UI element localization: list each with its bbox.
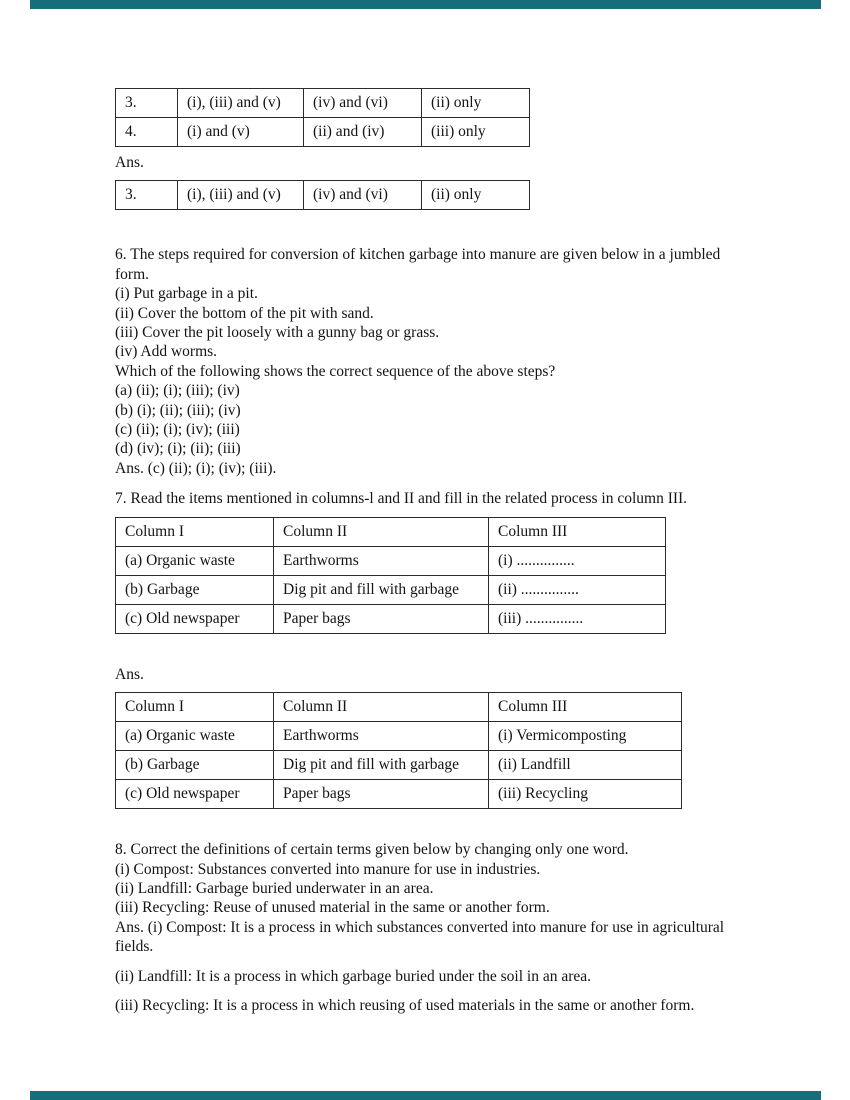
table-cell: (iv) and (vi) bbox=[304, 181, 422, 210]
table-cell: (iii) ............... bbox=[489, 604, 666, 633]
q6-intro: 6. The steps required for conversion of kitchen garbage into manure are given below in a jumbled form. bbox=[115, 246, 721, 283]
table-cell: (i) and (v) bbox=[178, 118, 304, 147]
ans-label: Ans. bbox=[115, 154, 144, 171]
table-cell: (i) ............... bbox=[489, 546, 666, 575]
ans-label: Ans. bbox=[115, 665, 144, 683]
q6-step: (ii) Cover the bottom of the pit with sand. bbox=[115, 304, 374, 322]
table-cell: 4. bbox=[116, 118, 178, 147]
table-row bbox=[116, 722, 682, 751]
q6-option: (a) (ii); (i); (iii); (iv) bbox=[115, 382, 240, 400]
page-bottom-border bbox=[30, 1091, 821, 1100]
q8-item: (i) Compost: Substances converted into manure for use in industries. bbox=[115, 860, 541, 878]
table-row bbox=[116, 575, 666, 604]
q8-answer: (iii) Recycling: It is a process in which reusing of used materials in the same or another form. bbox=[115, 996, 695, 1014]
table-header-row bbox=[116, 517, 666, 546]
table-cell: (c) Old newspaper bbox=[116, 604, 274, 633]
q6-answer: Ans. (c) (ii); (i); (iv); (iii). bbox=[115, 459, 277, 477]
table-cell: (iii) Recycling bbox=[489, 780, 682, 809]
column-header: Column III bbox=[489, 517, 666, 546]
q7-intro: 7. Read the items mentioned in columns-l and II and fill in the related process in column III. bbox=[115, 490, 688, 508]
table-header-row bbox=[116, 693, 682, 722]
q5-answer-table bbox=[115, 180, 530, 210]
table-row bbox=[116, 604, 666, 633]
table-row bbox=[116, 751, 682, 780]
table-cell: Earthworms bbox=[274, 722, 489, 751]
question-6 bbox=[115, 245, 743, 478]
table-row bbox=[116, 181, 530, 210]
q8-answer: (ii) Landfill: It is a process in which garbage buried under the soil in an area. bbox=[115, 967, 592, 985]
table-cell: (ii) ............... bbox=[489, 575, 666, 604]
table-cell: (ii) only bbox=[422, 89, 530, 118]
q5-options-table bbox=[115, 88, 530, 147]
page-content bbox=[115, 0, 743, 1015]
table-cell: Paper bags bbox=[274, 780, 489, 809]
q8-item: (iii) Recycling: Reuse of unused material in the same or another form. bbox=[115, 899, 550, 917]
column-header: Column II bbox=[274, 693, 489, 722]
table-cell: Dig pit and fill with garbage bbox=[274, 751, 489, 780]
table-cell: (iii) only bbox=[422, 118, 530, 147]
q7-match-table bbox=[115, 517, 666, 634]
table-cell: 3. bbox=[116, 89, 178, 118]
q6-option: (c) (ii); (i); (iv); (iii) bbox=[115, 421, 240, 439]
table-cell: (a) Organic waste bbox=[116, 546, 274, 575]
table-cell: (i) Vermicomposting bbox=[489, 722, 682, 751]
table-cell: (ii) only bbox=[422, 181, 530, 210]
q8-item: (ii) Landfill: Garbage buried underwater in an area. bbox=[115, 879, 434, 897]
table-cell: 3. bbox=[116, 181, 178, 210]
table-cell: Earthworms bbox=[274, 546, 489, 575]
table-cell: Dig pit and fill with garbage bbox=[274, 575, 489, 604]
table-cell: (i), (iii) and (v) bbox=[178, 181, 304, 210]
table-cell: (ii) and (iv) bbox=[304, 118, 422, 147]
table-cell: (a) Organic waste bbox=[116, 722, 274, 751]
column-header: Column III bbox=[489, 693, 682, 722]
column-header: Column I bbox=[116, 517, 274, 546]
table-cell: Paper bags bbox=[274, 604, 489, 633]
table-row bbox=[116, 546, 666, 575]
table-cell: (iv) and (vi) bbox=[304, 89, 422, 118]
table-cell: (b) Garbage bbox=[116, 751, 274, 780]
column-header: Column II bbox=[274, 517, 489, 546]
q6-step: (iv) Add worms. bbox=[115, 343, 218, 361]
question-8 bbox=[115, 840, 743, 1015]
q6-option: (d) (iv); (i); (ii); (iii) bbox=[115, 440, 241, 458]
q6-option: (b) (i); (ii); (iii); (iv) bbox=[115, 401, 241, 419]
table-cell: (ii) Landfill bbox=[489, 751, 682, 780]
q6-prompt: Which of the following shows the correct sequence of the above steps? bbox=[115, 362, 556, 380]
table-cell: (i), (iii) and (v) bbox=[178, 89, 304, 118]
q7-answer-table bbox=[115, 692, 682, 809]
table-row bbox=[116, 118, 530, 147]
q8-intro: 8. Correct the definitions of certain terms given below by changing only one word. bbox=[115, 841, 629, 859]
column-header: Column I bbox=[116, 693, 274, 722]
q6-step: (i) Put garbage in a pit. bbox=[115, 285, 258, 303]
table-row bbox=[116, 780, 682, 809]
q8-answer: Ans. (i) Compost: It is a process in which substances converted into manure for use in agricultural fields. bbox=[115, 918, 725, 956]
table-cell: (c) Old newspaper bbox=[116, 780, 274, 809]
q6-step: (iii) Cover the pit loosely with a gunny bag or grass. bbox=[115, 324, 440, 342]
table-cell: (b) Garbage bbox=[116, 575, 274, 604]
table-row bbox=[116, 89, 530, 118]
